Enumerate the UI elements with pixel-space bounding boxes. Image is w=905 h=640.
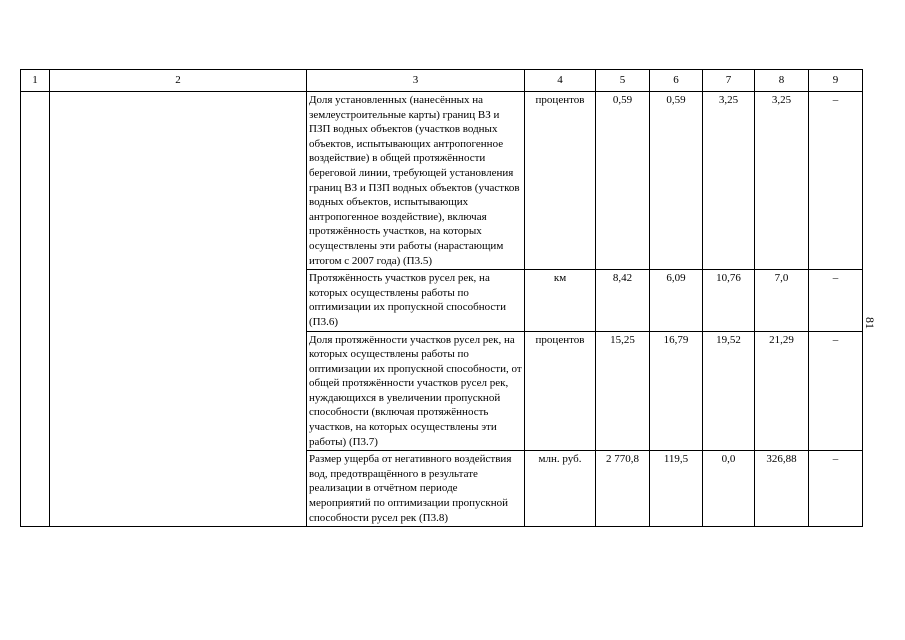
page-number: 81 [863,317,877,329]
value-cell: 3,25 [755,92,809,270]
unit-cell: процентов [525,331,596,451]
unit-cell: км [525,270,596,331]
value-cell: – [809,451,863,527]
indicator-cell: Размер ущерба от негативного воздействия вод, предотвращённого в результате реализации в отчётном периоде мероприятий по оптимизации пропускной способности русел рек (П3.8) [307,451,525,527]
value-cell: 0,59 [596,92,650,270]
indicator-table [20,69,863,527]
value-cell: 10,76 [703,270,755,331]
column-header: 2 [50,70,307,92]
value-cell: 0,0 [703,451,755,527]
unit-cell: млн. руб. [525,451,596,527]
table-row [21,92,863,270]
value-cell: 2 770,8 [596,451,650,527]
value-cell: 15,25 [596,331,650,451]
column-header: 4 [525,70,596,92]
column-header: 9 [809,70,863,92]
column-header: 8 [755,70,809,92]
value-cell: – [809,270,863,331]
column-header: 6 [650,70,703,92]
value-cell: 6,09 [650,270,703,331]
indicator-cell: Доля установленных (нанесённых на землеустроительные карты) границ ВЗ и ПЗП водных объектов (участков водных объектов, испытывающих антропогенное воздействие) в общей протяжённости береговой линии, требующей установления границ ВЗ и ПЗП водных объектов (участков водных объектов, испытывающих антропогенное воздействие), включая протяжённость участков, на которых осуществлены эти работы (нарастающим итогом с 2007 года) (П3.5) [307,92,525,270]
column-header: 5 [596,70,650,92]
value-cell: – [809,331,863,451]
column-header: 3 [307,70,525,92]
header-row [21,70,863,92]
empty-cell [50,92,307,527]
value-cell: 3,25 [703,92,755,270]
indicator-cell: Доля протяжённости участков русел рек, на которых осуществлены работы по оптимизации их пропускной способности, от общей протяжённости участков русел рек, нуждающихся в увеличении пропускной способности (включая протяжённость участков, на которых осуществлены эти работы) (П3.7) [307,331,525,451]
value-cell: 16,79 [650,331,703,451]
value-cell: 19,52 [703,331,755,451]
value-cell: 7,0 [755,270,809,331]
indicator-cell: Протяжённость участков русел рек, на которых осуществлены работы по оптимизации их пропускной способности (П3.6) [307,270,525,331]
value-cell: 119,5 [650,451,703,527]
column-header: 1 [21,70,50,92]
value-cell: – [809,92,863,270]
empty-cell [21,92,50,527]
value-cell: 0,59 [650,92,703,270]
value-cell: 326,88 [755,451,809,527]
column-header: 7 [703,70,755,92]
unit-cell: процентов [525,92,596,270]
value-cell: 21,29 [755,331,809,451]
value-cell: 8,42 [596,270,650,331]
